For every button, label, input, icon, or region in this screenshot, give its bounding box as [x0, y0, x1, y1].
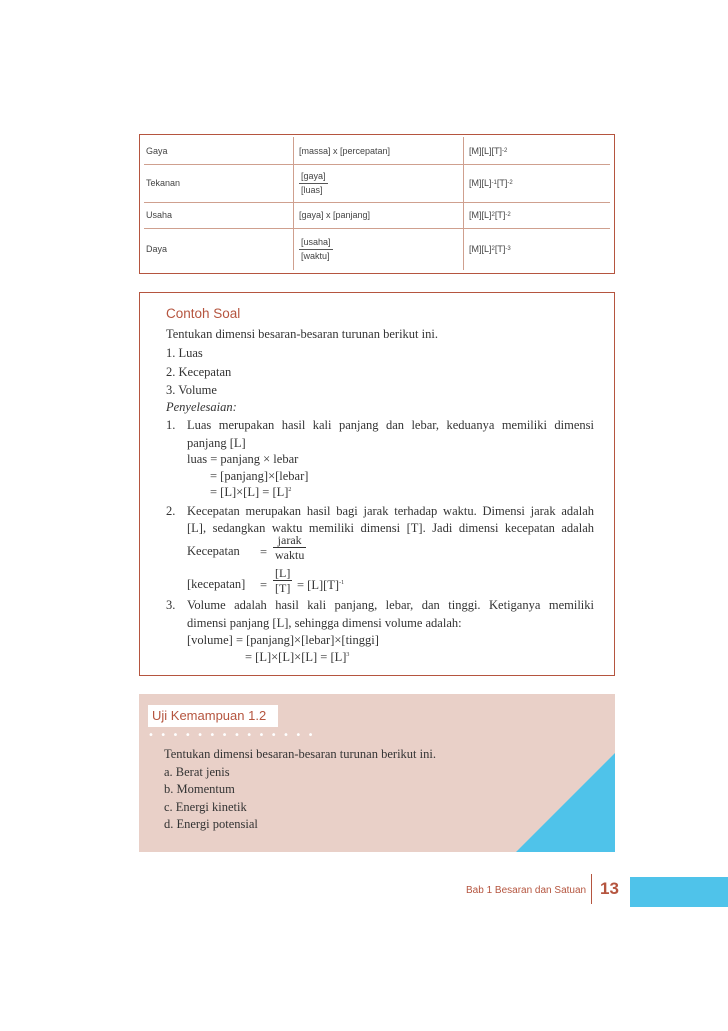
fraction-numerator: [usaha]: [299, 236, 333, 250]
example-item: 2. Kecepatan: [166, 365, 232, 379]
equation-line: = $[L]\times[L]\times[L] = [L]^3$: [245, 650, 350, 664]
fraction-denominator: [luas]: [301, 184, 323, 195]
footer-divider: [591, 874, 592, 904]
solution-number: 1.: [166, 418, 176, 432]
corner-decoration: [516, 753, 615, 852]
exercise-title: Uji Kemampuan 1.2: [148, 705, 278, 727]
table-cell-quantity: Tekanan: [144, 164, 294, 202]
equals-sign: =: [260, 578, 268, 592]
exercise-item: d. Energi potensial: [164, 817, 258, 831]
equation-label: Kecepatan: [187, 544, 240, 558]
chapter-label: Bab 1 Besaran dan Satuan: [466, 885, 587, 896]
fraction-numerator: [L]: [275, 566, 291, 580]
equation-line: = $[L]\times[L] = [L]^2$: [210, 485, 292, 499]
table-row: [144, 137, 610, 165]
table-cell-dimension: [M][L][T] -2: [469, 145, 508, 156]
example-intro: Tentukan dimensi besaran-besaran turunan berikut ini.: [166, 327, 438, 341]
example-box: [139, 292, 615, 676]
exercise-item: a. Berat jenis: [164, 765, 230, 779]
table-cell-formula: [294, 164, 464, 202]
equation-line: luas = panjang × lebar: [187, 452, 299, 466]
equation-result: = $[L][T]^{-1}$: [297, 578, 345, 592]
dotted-divider: • • • • • • • • • • • • • •: [148, 730, 316, 741]
table-row: [144, 202, 610, 229]
solution-number: 3.: [166, 598, 176, 612]
table-cell-formula: [massa] x [percepatan]: [294, 137, 464, 164]
example-item: 3. Volume: [166, 383, 217, 397]
solution-text: Luas merupakan hasil kali panjang dan lebar, keduanya memiliki dimensi: [187, 418, 594, 432]
equation-label: [kecepatan]: [187, 577, 246, 591]
page-number: 13: [600, 879, 619, 898]
solution-number: 2.: [166, 504, 176, 518]
example-title: Contoh Soal: [166, 306, 241, 321]
fraction-denominator: waktu: [275, 548, 305, 562]
solution-text: Kecepatan merupakan hasil bagi jarak terhadap waktu. Dimensi jarak adalah: [187, 504, 594, 518]
fraction: [273, 566, 292, 595]
table-cell-quantity: Usaha: [144, 202, 294, 228]
example-item: 1. Luas: [166, 346, 203, 360]
table-row: [144, 164, 610, 203]
fraction-denominator: [T]: [275, 581, 291, 595]
fraction-numerator: [gaya]: [299, 170, 328, 184]
exercise-box: [139, 694, 615, 852]
table-cell-dimension: [M][L] -1 [T] -2: [469, 178, 513, 188]
exercise-intro: Tentukan dimensi besaran-besaran turunan berikut ini.: [164, 747, 436, 761]
fraction-numerator: jarak: [273, 533, 306, 548]
equals-sign: =: [260, 545, 268, 559]
solution-text: dimensi panjang [L], sehingga dimensi volume adalah:: [187, 616, 462, 630]
table-cell-quantity: Daya: [144, 228, 294, 270]
solution-label: Penyelesaian:: [166, 400, 237, 414]
table-cell-formula: [294, 228, 464, 270]
table-cell-formula: [gaya] x [panjang]: [294, 202, 464, 228]
table-cell-dimension: [M][L] 2 [T] -2: [469, 210, 511, 220]
exercise-item: c. Energi kinetik: [164, 800, 247, 814]
table-cell-dimension: [M][L] 2 [T] -3: [469, 244, 511, 254]
solution-text: panjang [L]: [187, 436, 246, 450]
dimension-table: [139, 134, 615, 274]
equation-line: = [panjang]×[lebar]: [210, 469, 309, 483]
fraction: [273, 533, 306, 562]
solution-text: [L], sedangkan waktu memiliki dimensi [T]. Jadi dimensi kecepatan adalah: [187, 521, 594, 535]
table-row: [144, 228, 610, 270]
exercise-item: b. Momentum: [164, 782, 235, 796]
equation-line: [volume] = [panjang]×[lebar]×[tinggi]: [187, 633, 379, 647]
footer-color-band: [630, 877, 728, 907]
fraction-denominator: [waktu]: [301, 250, 330, 261]
solution-text: Volume adalah hasil kali panjang, lebar, dan tinggi. Ketiganya memiliki: [187, 598, 594, 612]
table-cell-quantity: Gaya: [144, 137, 294, 164]
